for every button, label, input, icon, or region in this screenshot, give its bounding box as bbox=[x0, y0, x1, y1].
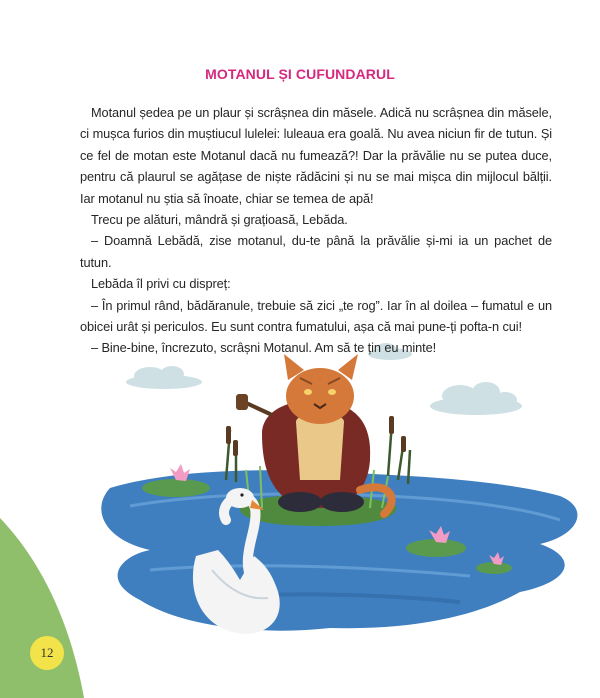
dialogue-line: – Bine-bine, încrezuto, scrâșni Motanul. Am să te țin eu minte! bbox=[91, 340, 437, 356]
paragraph: Motanul ședea pe un plaur și scrâșnea din măsele. Adică nu scrâșnea din măsele, ci mușca furios din muștiucul lulelei: luleaua era goală. Nu avea niciun fir de tutun. Și ce fel de motan este Motanul dacă nu fumează?! Dar la prăvălie nu se putea duce, pentru că plaurul se agățase de niște rădăcini și nu se mai mișca din mijlocul bălții. Iar motanul nu știa să înoate, chiar se temea de apă! bbox=[80, 105, 552, 206]
paragraph: Lebăda îl privi cu dispreț: bbox=[91, 276, 231, 292]
dialogue-line: – Doamnă Lebădă, zise motanul, du-te până la prăvălie și-mi ia un pachet de tutun. bbox=[80, 233, 552, 270]
cloud-left bbox=[126, 366, 202, 389]
lily-pad bbox=[142, 479, 210, 497]
cat-character bbox=[262, 354, 392, 514]
story-title: MOTANUL ȘI CUFUNDARUL bbox=[205, 66, 395, 82]
green-corner-shape bbox=[0, 518, 84, 698]
cloud-right bbox=[430, 382, 522, 415]
dialogue-line: – În primul rând, bădăranule, trebuie să zici „te rog”. Iar în al doilea – fumatul e un obicei urât și periculos. Eu sunt contra fumatului, așa că mai pune-ți pofta-n cui! bbox=[80, 297, 552, 335]
page-number-badge: 12 bbox=[30, 636, 64, 670]
paragraph: Trecu pe alături, mândră și grațioasă, Lebăda. bbox=[91, 212, 348, 228]
illustration-cat-and-swan bbox=[0, 330, 600, 698]
story-text bbox=[80, 102, 552, 359]
pipe bbox=[236, 394, 270, 414]
